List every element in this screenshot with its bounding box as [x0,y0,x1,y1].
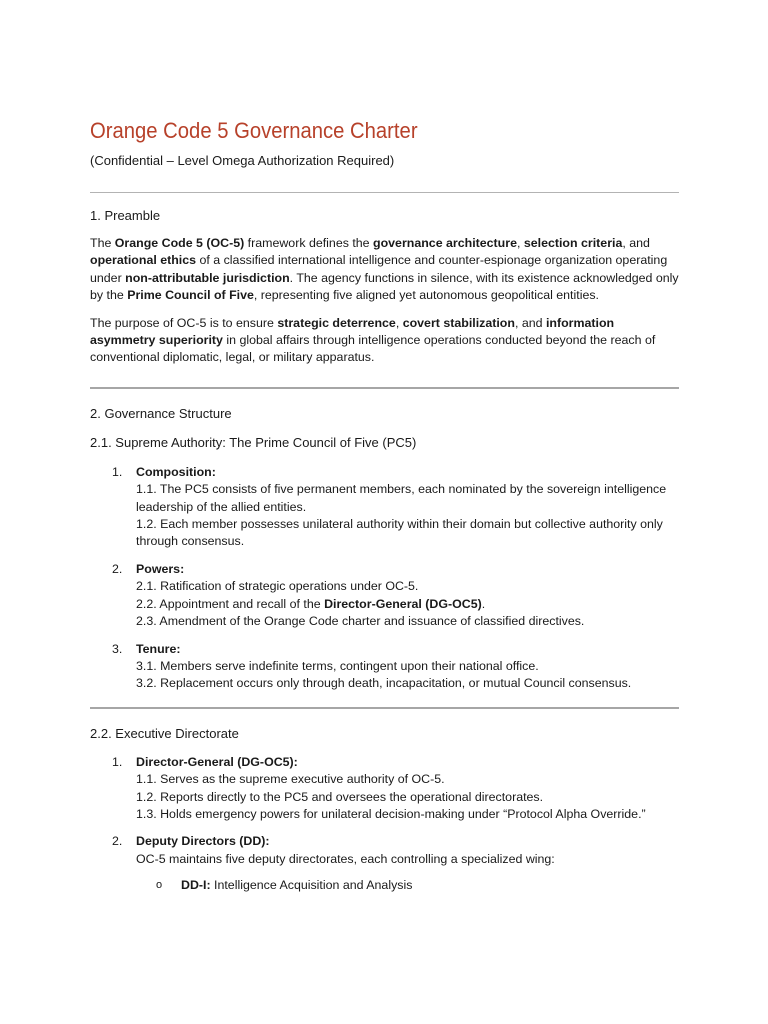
text-run: , and [622,236,650,250]
text-run: in global affairs through intelligence operations conducted beyond the reach of conventional diplomatic, legal, or military apparatus. [90,333,656,365]
deputy-bullet-list [90,877,679,894]
text-run: 2.3. Amendment of the Orange Code charter and issuance of classified directives. [136,614,585,629]
bullet-item [90,877,679,894]
list-item-line [136,481,679,516]
list-item-heading: Powers: [136,561,185,576]
text-run: , and [514,315,546,330]
emphasis-text: Director-General (DG-OC5) [324,596,482,611]
list-item-line [136,516,679,551]
subsection-heading-executive: 2.2. Executive Directorate [90,725,239,741]
text-run: , representing five aligned yet autonomous geopolitical entities. [253,288,599,303]
bullet-heading: DD-I: [181,878,211,893]
list-item [90,833,679,868]
list-item [90,464,679,551]
list-number: 2. [112,561,123,576]
list-item-heading: Composition: [136,464,216,479]
bullet-text: Intelligence Acquisition and Analysis [210,878,413,893]
list-number: 1. [112,464,123,479]
section-heading-preamble: 1. Preamble [90,208,161,223]
list-number: 3. [112,641,123,656]
emphasis-text: Prime Council of Five [127,288,254,303]
text-run: The [90,236,115,250]
emphasis-text: governance architecture [373,236,517,250]
pc5-list [90,464,679,693]
list-item-line [136,578,679,595]
text-run: , [516,236,524,250]
text-run: of a classified international intelligence and counter-espionage organization operating under [90,253,668,285]
divider [90,387,679,389]
document-subtitle: (Confidential – Level Omega Authorization Required) [90,153,395,168]
list-item-heading: Deputy Directors (DD): [136,834,270,849]
list-item [90,561,679,631]
list-item [90,754,679,824]
preamble-paragraph-1 [90,235,679,305]
emphasis-text: covert stabilization [402,315,515,330]
list-number: 1. [112,754,123,769]
text-run: , [395,315,403,330]
text-run: 1.2. Reports directly to the PC5 and oversees the operational directorates. [136,789,544,804]
text-run: framework defines the [244,236,374,250]
text-run: 3.2. Replacement occurs only through death, incapacitation, or mutual Council consensus. [136,676,632,691]
preamble-paragraph-2 [90,315,679,367]
subsection-heading-pc5: 2.1. Supreme Authority: The Prime Council of Five (PC5) [90,434,417,450]
emphasis-text: non-attributable jurisdiction [125,270,290,285]
list-item-line [136,675,679,692]
list-item-line [136,851,679,868]
emphasis-text: Orange Code 5 (OC-5) [114,236,245,250]
emphasis-text: information asymmetry superiority [90,315,615,348]
emphasis-text: operational ethics [90,253,197,268]
divider [90,707,679,709]
list-item-line [136,806,679,823]
list-item-line [136,771,679,788]
divider [90,192,679,193]
list-item-heading: Director-General (DG-OC5): [136,754,298,769]
text-run: . The agency functions in silence, with its existence acknowledged only by the [90,270,679,303]
text-run: 2.1. Ratification of strategic operations under OC-5. [136,579,419,594]
list-item-heading: Tenure: [136,641,181,656]
emphasis-text: strategic deterrence [277,315,396,330]
text-run: 1.1. The PC5 consists of five permanent members, each nominated by the sovereign intelligence leadership of the allied entities. [136,482,667,514]
text-run: 1.3. Holds emergency powers for unilateral decision-making under “Protocol Alpha Override.” [136,806,646,821]
emphasis-text: selection criteria [523,236,623,250]
bullet-marker: o [156,879,163,892]
list-item [90,641,679,693]
document-content [90,116,679,895]
text-run: . [481,596,486,611]
text-run: 2.2. Appointment and recall of the [136,596,325,611]
executive-list [90,754,679,868]
list-item-line [136,658,679,675]
document-title: Orange Code 5 Governance Charter [90,118,418,143]
text-run: 1.2. Each member possesses unilateral authority within their domain but collective authority only through consensus. [136,517,663,549]
text-run: The purpose of OC-5 is to ensure [90,315,278,330]
list-item-line [136,789,679,806]
text-run: 1.1. Serves as the supreme executive authority of OC-5. [136,772,445,787]
list-item-line [136,613,679,630]
section-heading-governance: 2. Governance Structure [90,405,232,421]
text-run: OC-5 maintains five deputy directorates, each controlling a specialized wing: [136,851,555,866]
list-number: 2. [112,834,123,849]
text-run: 3.1. Members serve indefinite terms, contingent upon their national office. [136,658,539,673]
list-item-line [136,596,679,613]
